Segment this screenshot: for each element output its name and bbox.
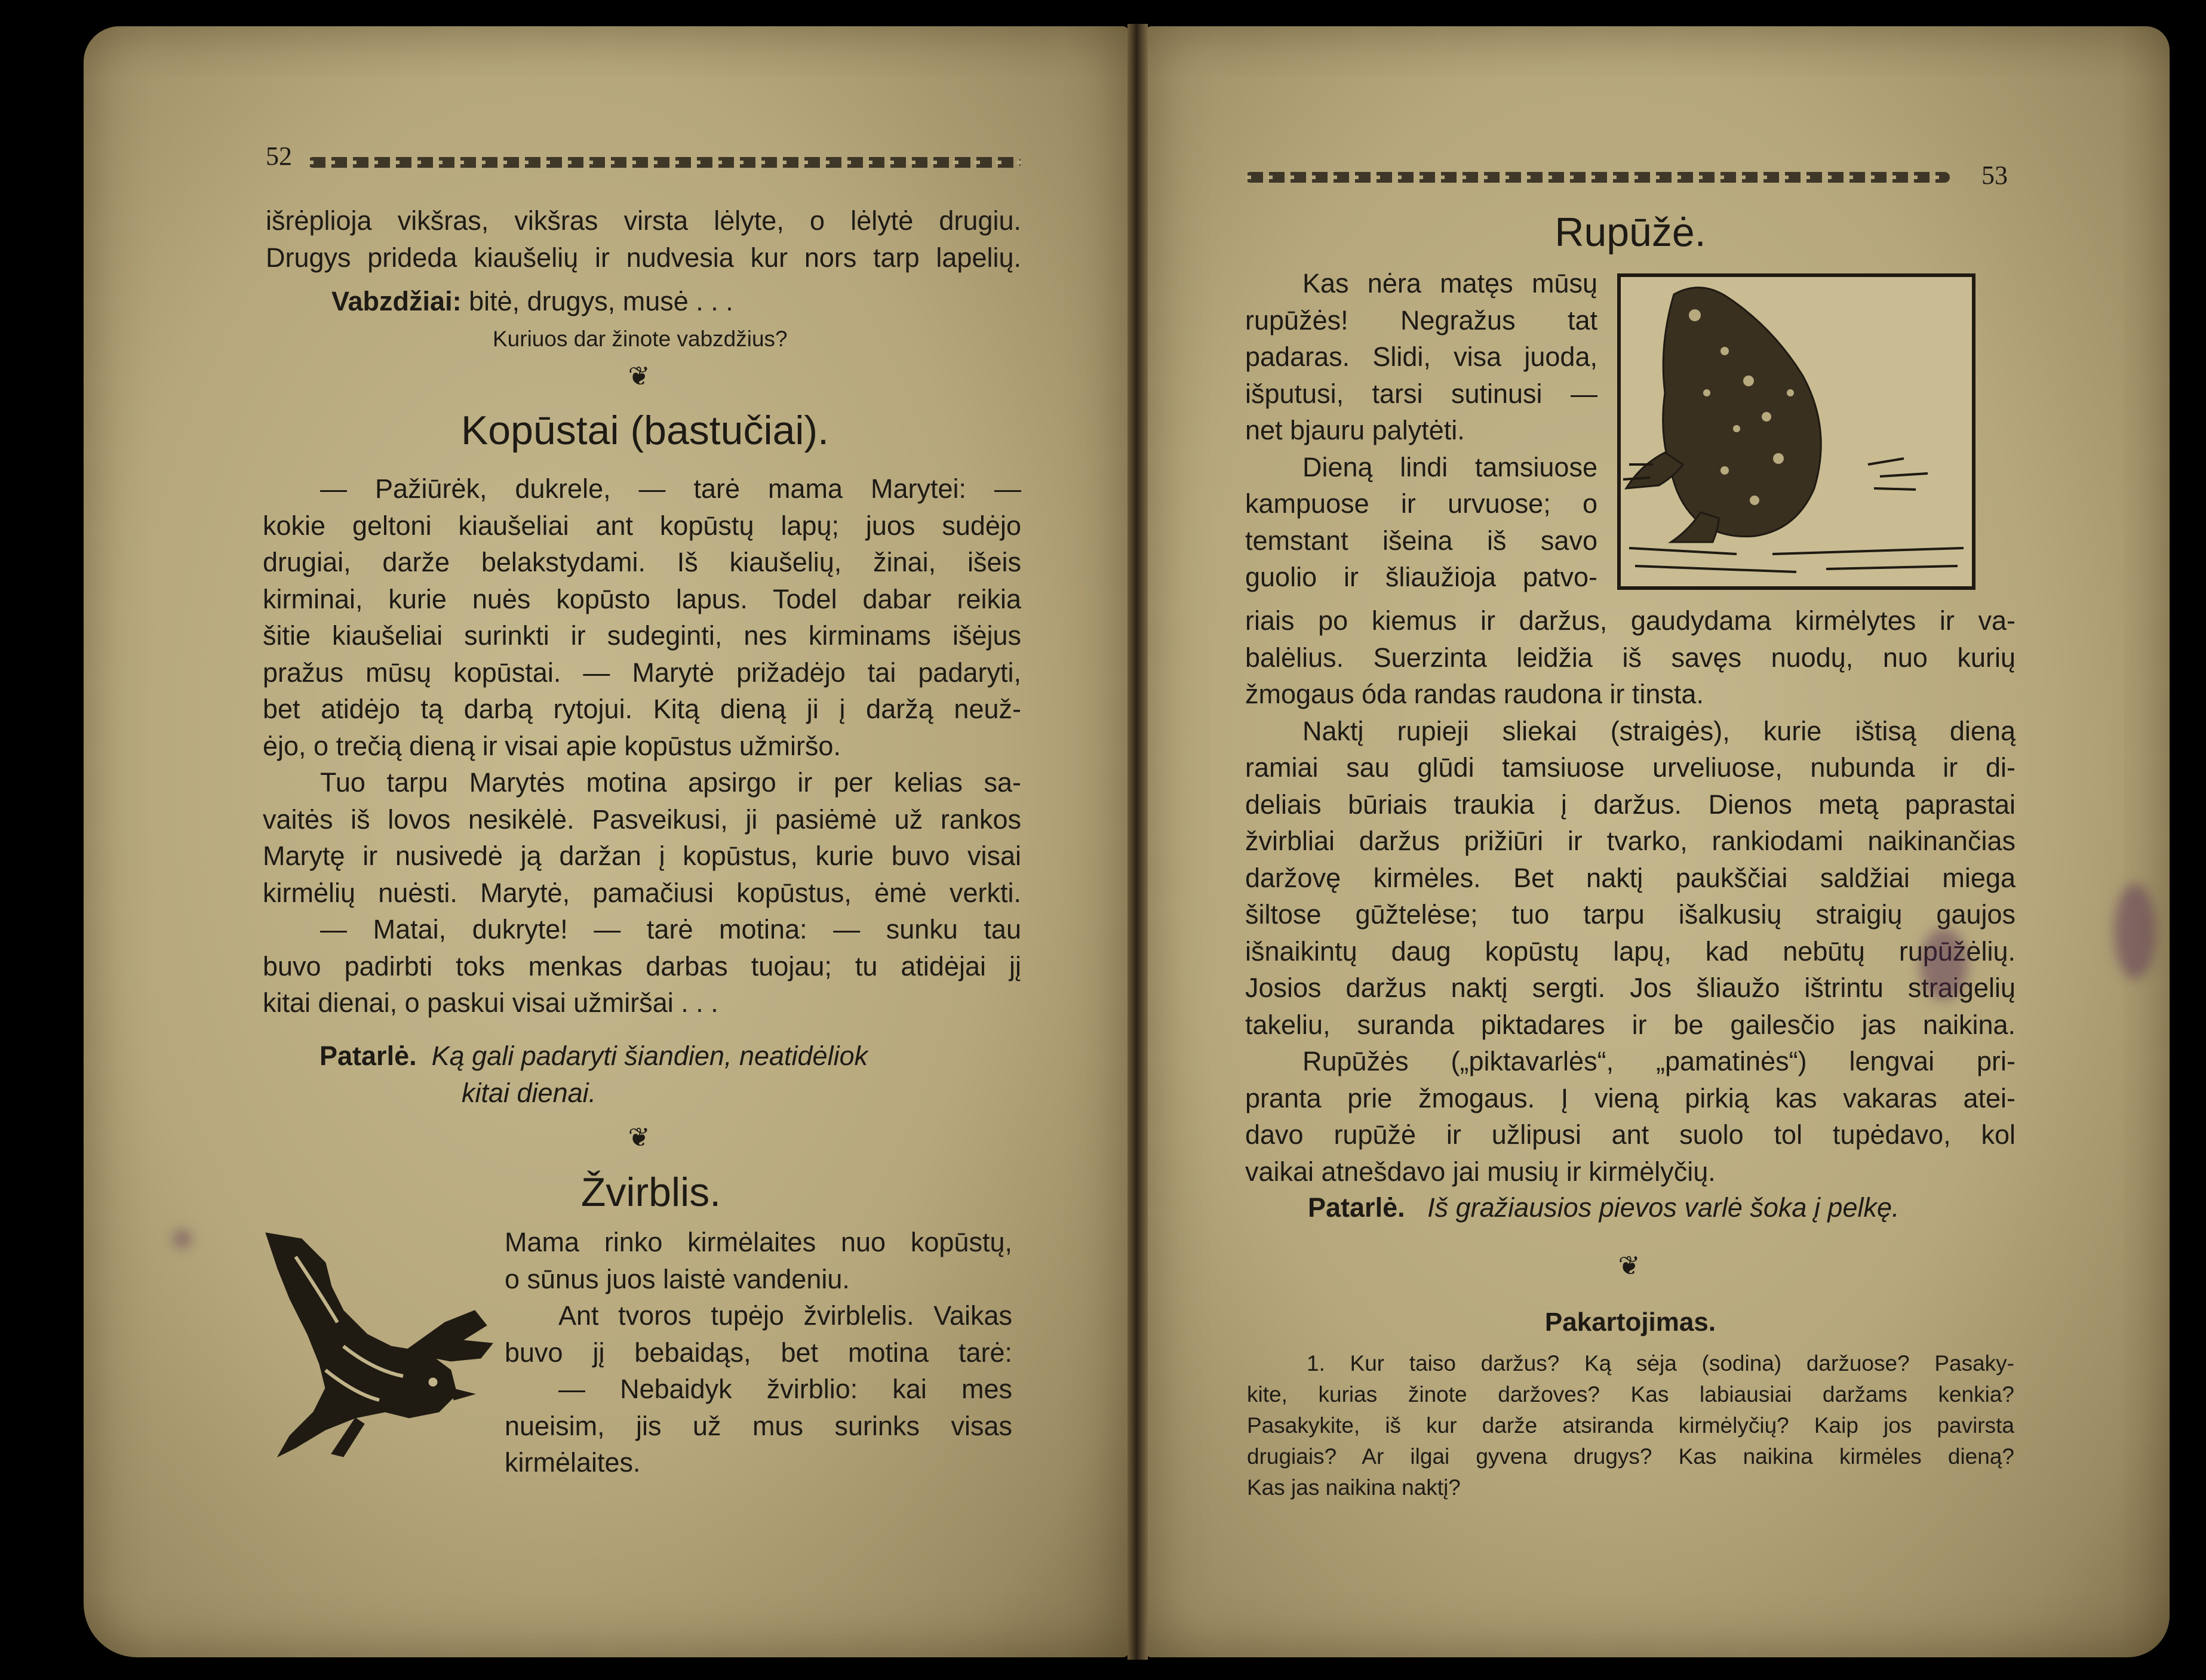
text-line: riais po kiemus ir daržus, gaudydama kirmėlytes ir va- <box>1245 605 2015 636</box>
text-line: padaras. Slidi, visa juoda, <box>1245 341 1597 372</box>
text-line: Josios daržus naktį sergti. Jos šliaužo ištrintu straigelių <box>1245 973 2015 1003</box>
text-line: vaitės iš lovos nesikėlė. Pasveikusi, ji pasiėmė už rankos <box>263 804 1021 835</box>
text-line: Drugys prideda kiaušelių ir nudvesia kur nors tarp lapelių. <box>266 242 1021 273</box>
proverb-text: Ką gali padaryti šiandien, neatidėliok <box>431 1041 868 1071</box>
text-line: Marytę ir nusivedė ją daržan į kopūstus, kurie buvo visai <box>263 841 1021 871</box>
text-line: davo rupūžė ir užlipusi ant suolo tol tupėdavo, kol <box>1245 1119 2015 1150</box>
text-line: ėjo, o trečią dieną ir visai apie kopūstus užmiršo. <box>263 730 841 761</box>
insects-list: bitė, drugys, musė . . . <box>469 286 733 316</box>
proverb-text: Iš gražiausios pievos varlė šoka į pelkę. <box>1427 1192 1900 1223</box>
proverb-label: Patarlė. <box>319 1041 417 1071</box>
text-line: žvirbliai daržus prižiūri ir tvarko, rankiodami naikinančias <box>1245 826 2015 856</box>
text-line: o sūnus juos laistė vandeniu. <box>505 1263 850 1294</box>
text-line: buvo jį bebaidąs, bet motina tarė: <box>505 1337 1012 1368</box>
text-line: kirmėlių nuėsti. Marytė, pamačiusi kopūstus, ėmė verkti. <box>263 877 1021 908</box>
story-title-kopustai: Kopūstai (bastučiai). <box>460 408 829 453</box>
book-gutter <box>1127 24 1148 1660</box>
text-line: kite, kurias žinote daržoves? Kas labiausiai daržams kenkia? <box>1247 1382 2014 1407</box>
text-line: balėlius. Suerzinta leidžia iš savęs nuodų, nuo kurių <box>1245 642 2015 673</box>
review-title: Pakartojimas. <box>1544 1307 1716 1337</box>
text-line: pražus mūsų kopūstai. — Marytė prižadėjo tai padaryti, <box>263 657 1021 688</box>
ink-stain <box>2114 884 2156 979</box>
page-number-left: 52 <box>266 141 292 171</box>
text-line: Tuo tarpu Marytės motina apsirgo ir per kelias sa- <box>320 767 1021 798</box>
text-line: rupūžės! Negražus tat <box>1245 304 1597 336</box>
story-body-rupuze-wide <box>1245 602 2015 1190</box>
text-line: net bjauru palytėti. <box>1245 415 1465 445</box>
sparrow-illustration <box>254 1221 505 1472</box>
story-title-rupuze: Rupūžė. <box>1554 210 1706 255</box>
story-body-kopustai <box>263 470 1021 1021</box>
text-line: kirminai, kurie nuės kopūsto lapus. Todel dabar reikia <box>263 583 1021 614</box>
text-line: išnaikintų daug kopūstų lapų, kad nebūtų rupūžėlių. <box>1245 936 2015 967</box>
leaf-ornament-icon: ❦ <box>628 1123 650 1152</box>
text-line: guolio ir šliaužioja patvo- <box>1245 562 1597 592</box>
story-title-zvirblis: Žvirblis. <box>580 1170 721 1215</box>
text-line: — Pažiūrėk, dukrele, — tarė mama Marytei: — <box>320 473 1021 504</box>
text-line: Mama rinko kirmėlaites nuo kopūstų, <box>505 1227 1012 1257</box>
text-line: — Matai, dukryte! — tarė motina: — sunku tau <box>320 914 1021 944</box>
text-line: buvo padirbti toks menkas darbas tuojau; tu atidėjai jį <box>263 950 1021 981</box>
insects-question: Kuriuos dar žinote vabzdžius? <box>493 327 788 351</box>
text-line: Naktį rupieji sliekai (straigės), kurie ištisą dieną <box>1302 715 2015 746</box>
header-ornament-left <box>308 157 1021 168</box>
text-line: drugiais? Ar ilgai gyvena drugys? Kas naikina kirmėles dieną? <box>1247 1444 2014 1469</box>
text-line: deliais būriais traukia į daržus. Dienos metą paprastai <box>1245 789 2015 820</box>
text-line: daržovę kirmėles. Bet naktį paukščiai saldžiai miega <box>1245 862 2015 893</box>
toad-illustration <box>1617 273 1975 590</box>
story-body-zvirblis <box>505 1224 1012 1481</box>
text-line: bet atidėjo tą darbą rytojui. Kitą dieną ji į daržą neuž- <box>263 694 1021 724</box>
left-intro <box>266 202 1021 276</box>
proverb-label: Patarlė. <box>1308 1192 1405 1223</box>
insects-row <box>331 283 988 320</box>
story-body-rupuze-narrow <box>1245 265 1597 596</box>
proverb-right <box>1308 1189 2018 1226</box>
text-line: kokie geltoni kiaušeliai ant kopūstų lapų; juos sudėjo <box>263 510 1021 541</box>
header-ornament-right <box>1245 172 1950 183</box>
text-line: Rupūžės („piktavarlės“, „pamatinės“) lengvai pri- <box>1302 1046 2015 1076</box>
ink-stain <box>1920 928 1968 1000</box>
ink-stain <box>173 1230 191 1248</box>
text-line: drugiai, darže belakstydami. Iš kiaušelių, žinai, išeis <box>263 547 1021 577</box>
text-line: kirmėlaites. <box>505 1447 641 1478</box>
text-line: Kas jas naikina naktį? <box>1247 1475 1461 1500</box>
text-line: ramiai sau glūdi tamsiuose urveliuose, nubunda ir di- <box>1245 752 2015 783</box>
text-line: šiltose gūžtelėse; tuo tarpu išalkusių straigių gaujos <box>1245 899 2015 930</box>
text-line: vaikai atnešdavo jai musių ir kirmėlyčių. <box>1245 1156 1716 1187</box>
text-line: — Nebaidyk žvirblio: kai mes <box>558 1374 1012 1404</box>
text-line: kitai dienai, o paskui visai užmiršai . . . <box>263 987 718 1018</box>
page-number-right: 53 <box>1981 161 2008 190</box>
text-line: išrėplioja vikšras, vikšras virsta lėlyte, o lėlytė drugiu. <box>266 205 1021 236</box>
text-line: pranta prie žmogaus. Į vieną pirkią kas vakaras atei- <box>1245 1082 2015 1113</box>
text-line: Dieną lindi tamsiuose <box>1302 451 1597 482</box>
text-line: šitie kiaušeliai surinkti ir sudeginti, nes kirminams išėjus <box>263 620 1021 651</box>
leaf-ornament-icon: ❦ <box>1618 1251 1640 1281</box>
text-line: nueisim, jis už mus surinks visas <box>505 1410 1012 1441</box>
text-line: žmogaus óda randas raudona ir tinsta. <box>1245 679 1704 709</box>
review-questions <box>1247 1348 2014 1503</box>
proverb-text-cont: kitai dienai. <box>462 1077 597 1108</box>
text-line: temstant išeina iš savo <box>1245 525 1597 556</box>
text-line: kampuose ir urvuose; o <box>1245 488 1597 519</box>
text-line: 1. Kur taiso daržus? Ką sėja (sodina) daržuose? Pasaky- <box>1307 1351 2014 1376</box>
leaf-ornament-icon: ❦ <box>628 362 650 391</box>
proverb-left <box>319 1038 1024 1111</box>
text-line: Pasakykite, iš kur darže atsiranda kirmėlyčių? Kaip jos pavirsta <box>1247 1413 2014 1438</box>
text-line: takeliu, suranda piktadares ir be gailesčio jas naikina. <box>1245 1009 2015 1040</box>
text-line: Kas nėra matęs mūsų <box>1302 268 1597 299</box>
insects-label: Vabzdžiai: <box>331 286 462 316</box>
text-line: išputusi, tarsi sutinusi — <box>1245 378 1597 409</box>
text-line: Ant tvoros tupėjo žvirblelis. Vaikas <box>558 1300 1012 1331</box>
